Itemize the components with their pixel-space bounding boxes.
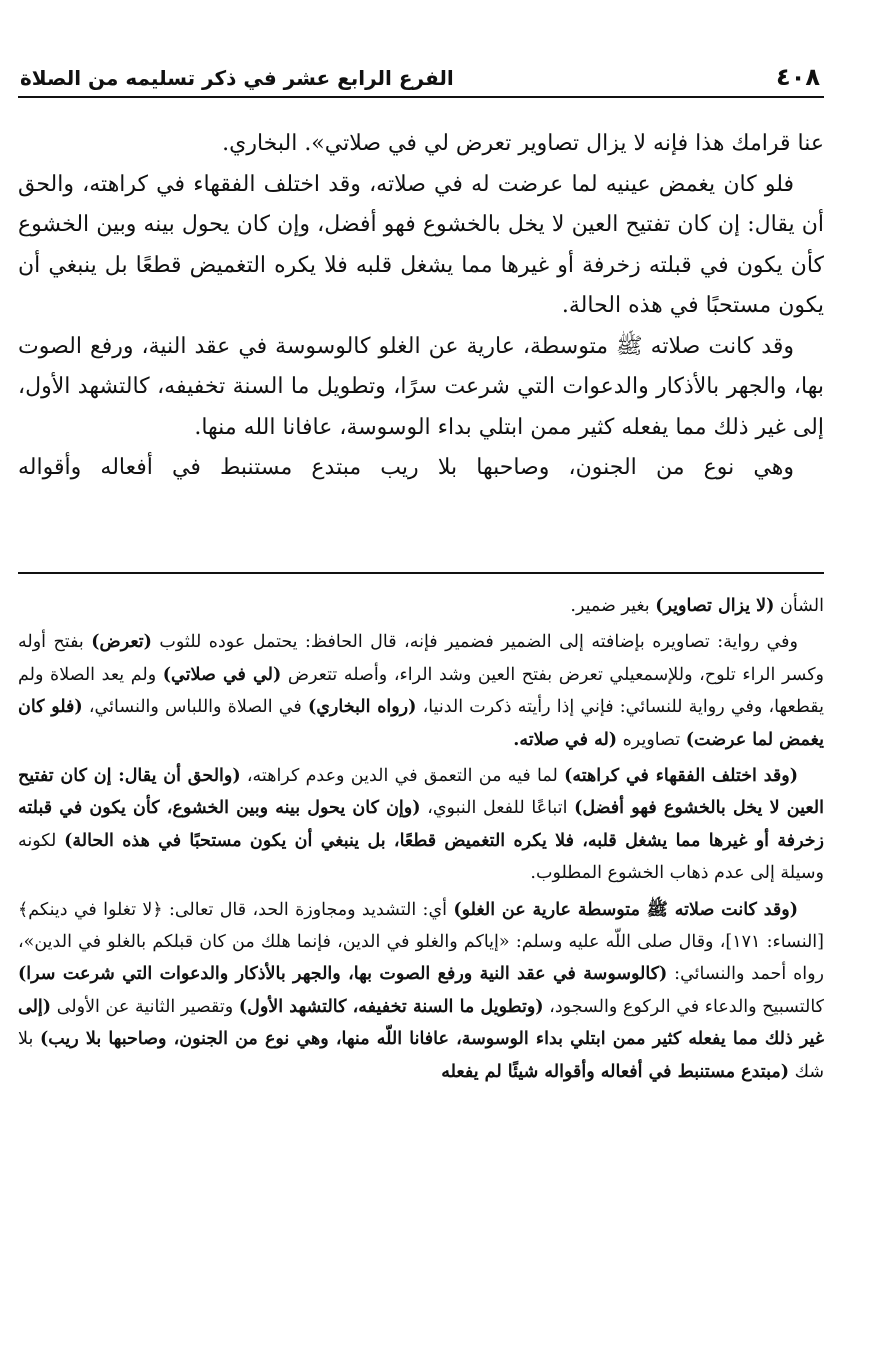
commentary-text: لكونه وسيلة إلى عدم ذهاب الخشوع المطلوب. — [18, 830, 824, 884]
quoted-matn: (رواه البخاري) — [307, 697, 417, 718]
commentary-text: ولم يعد الصلاة ولم يقطعها، وفي رواية للنسائي: فإني إذا رأيته ذكرت الدنيا، — [18, 664, 825, 718]
quoted-matn: (تعرض) — [91, 632, 152, 653]
book-page — [18, 0, 824, 1360]
main-paragraph: فلو كان يغمض عينيه لما عرضت له في صلاته، وقد اختلف الفقهاء في كراهته، والحق أن يقال: إن كان تفتيح العين لا يخل بالخشوع فهو أفضل، وإن كان يحول بينه وبين الخشوع كأن يكون في قبلته زخرفة أو غيرها مما يشغل قلبه فلا يكره التغميض قطعًا بل ينبغي أن يكون مستحبًا في هذه الحالة. — [18, 171, 824, 318]
commentary-text: وتقصير الثانية عن الأولى — [51, 996, 239, 1017]
quoted-matn: (مبتدع مستنبط في أفعاله وأقواله شيئًا لم يفعله — [441, 1061, 790, 1082]
commentary-text: في الصلاة واللباس والنسائي، — [82, 697, 308, 718]
commentary-text: تصاويره — [617, 729, 686, 750]
quoted-matn: (وتطويل ما السنة تخفيفه، كالتشهد الأول) — [238, 996, 544, 1017]
commentary-text: بفتح أوله وكسر الراء تلوح، وللإسمعيلي تعرض بفتح العين وشد الراء، وأصله تتعرض — [18, 632, 825, 685]
commentary-text: اتباعًا للفعل النبوي، — [420, 798, 575, 819]
running-title: الفرع الرابع عشر في ذكر تسليمه من الصلاة — [20, 66, 454, 90]
commentary-text: بغير ضمير. — [570, 596, 656, 616]
commentary-text: وفي رواية: تصاويره بإضافته إلى الضمير فضمير فإنه، قال الحافظ: يحتمل عوده للثوب — [151, 632, 798, 653]
commentary — [18, 590, 824, 1092]
main-paragraph: وهي نوع من الجنون، وصاحبها بلا ريب مبتدع مستنبط في أفعاله وأقواله — [18, 455, 794, 480]
page-number: ٤٠٨ — [776, 63, 820, 91]
quoted-matn: (وإن كان يحول بينه وبين الخشوع، كأن يكون في قبلته زخرفة أو غيرها مما يشغل قلبه، فلا يكره التغميض قطعًا، بل ينبغي أن يكون مستحبًا في هذه الحالة) — [18, 798, 824, 851]
commentary-text: لما فيه من التعمق في الدين وعدم كراهته، — [240, 766, 565, 787]
main-text — [18, 124, 824, 489]
quoted-matn: (لي في صلاتي) — [162, 664, 282, 685]
commentary-text: كالتسبيح والدعاء في الركوع والسجود، — [543, 996, 825, 1017]
footnote-separator — [18, 572, 824, 574]
quoted-matn: (كالوسوسة في عقد النية ورفع الصوت بها، والجهر بالأذكار والدعوات التي شرعت سرا) — [18, 964, 668, 985]
quoted-matn: (وقد اختلف الفقهاء في كراهته) — [564, 766, 798, 787]
quoted-matn: (والحق أن يقال: إن كان تفتيح العين لا يخل بالخشوع فهو أفضل) — [18, 766, 824, 819]
commentary-paragraph — [18, 894, 824, 1088]
main-paragraph: وقد كانت صلاته ﷺ متوسطة، عارية عن الغلو كالوسوسة في عقد النية، ورفع الصوت بها، والجهر بالأذكار والدعوات التي شرعت سرًا، وتطويل ما السنة تخفيفه، كالتشهد الأول، إلى غير ذلك مما يفعله كثير ممن ابتلي بداء الوسوسة، عافانا الله منها. — [18, 333, 824, 440]
main-paragraph: عنا قرامك هذا فإنه لا يزال تصاوير تعرض لي في صلاتي». البخاري. — [222, 131, 824, 156]
commentary-text: أي: التشديد ومجاوزة الحد، قال تعالى: ﴿لا تغلوا في دينكم﴾ [النساء: ١٧١]، وقال صلى اللّه عليه وسلم: «إياكم والغلو في الدين، فإنما هلك من كان قبلكم بالغلو في الدين»، رواه أحمد والنسائي: — [18, 899, 825, 985]
page-header — [18, 62, 824, 98]
quoted-matn: (إلى غير ذلك مما يفعله كثير ممن ابتلي بداء الوسوسة، عافانا اللّه منها، وهي نوع من الجنون، وصاحبها بلا ريب) — [18, 996, 824, 1050]
quoted-matn: (وقد كانت صلاته ﷺ متوسطة عارية عن الغلو) — [453, 899, 798, 920]
commentary-text: بلا شك — [18, 1029, 824, 1082]
quoted-matn: (فلو كان يغمض لما عرضت) — [18, 697, 824, 750]
commentary-paragraph — [18, 760, 824, 890]
quoted-matn: (له في صلاته. — [513, 729, 618, 750]
quoted-matn: (لا يزال تصاوير) — [655, 596, 775, 616]
commentary-paragraph — [18, 590, 824, 622]
commentary-text: الشأن — [774, 596, 824, 616]
commentary-paragraph — [18, 626, 824, 756]
